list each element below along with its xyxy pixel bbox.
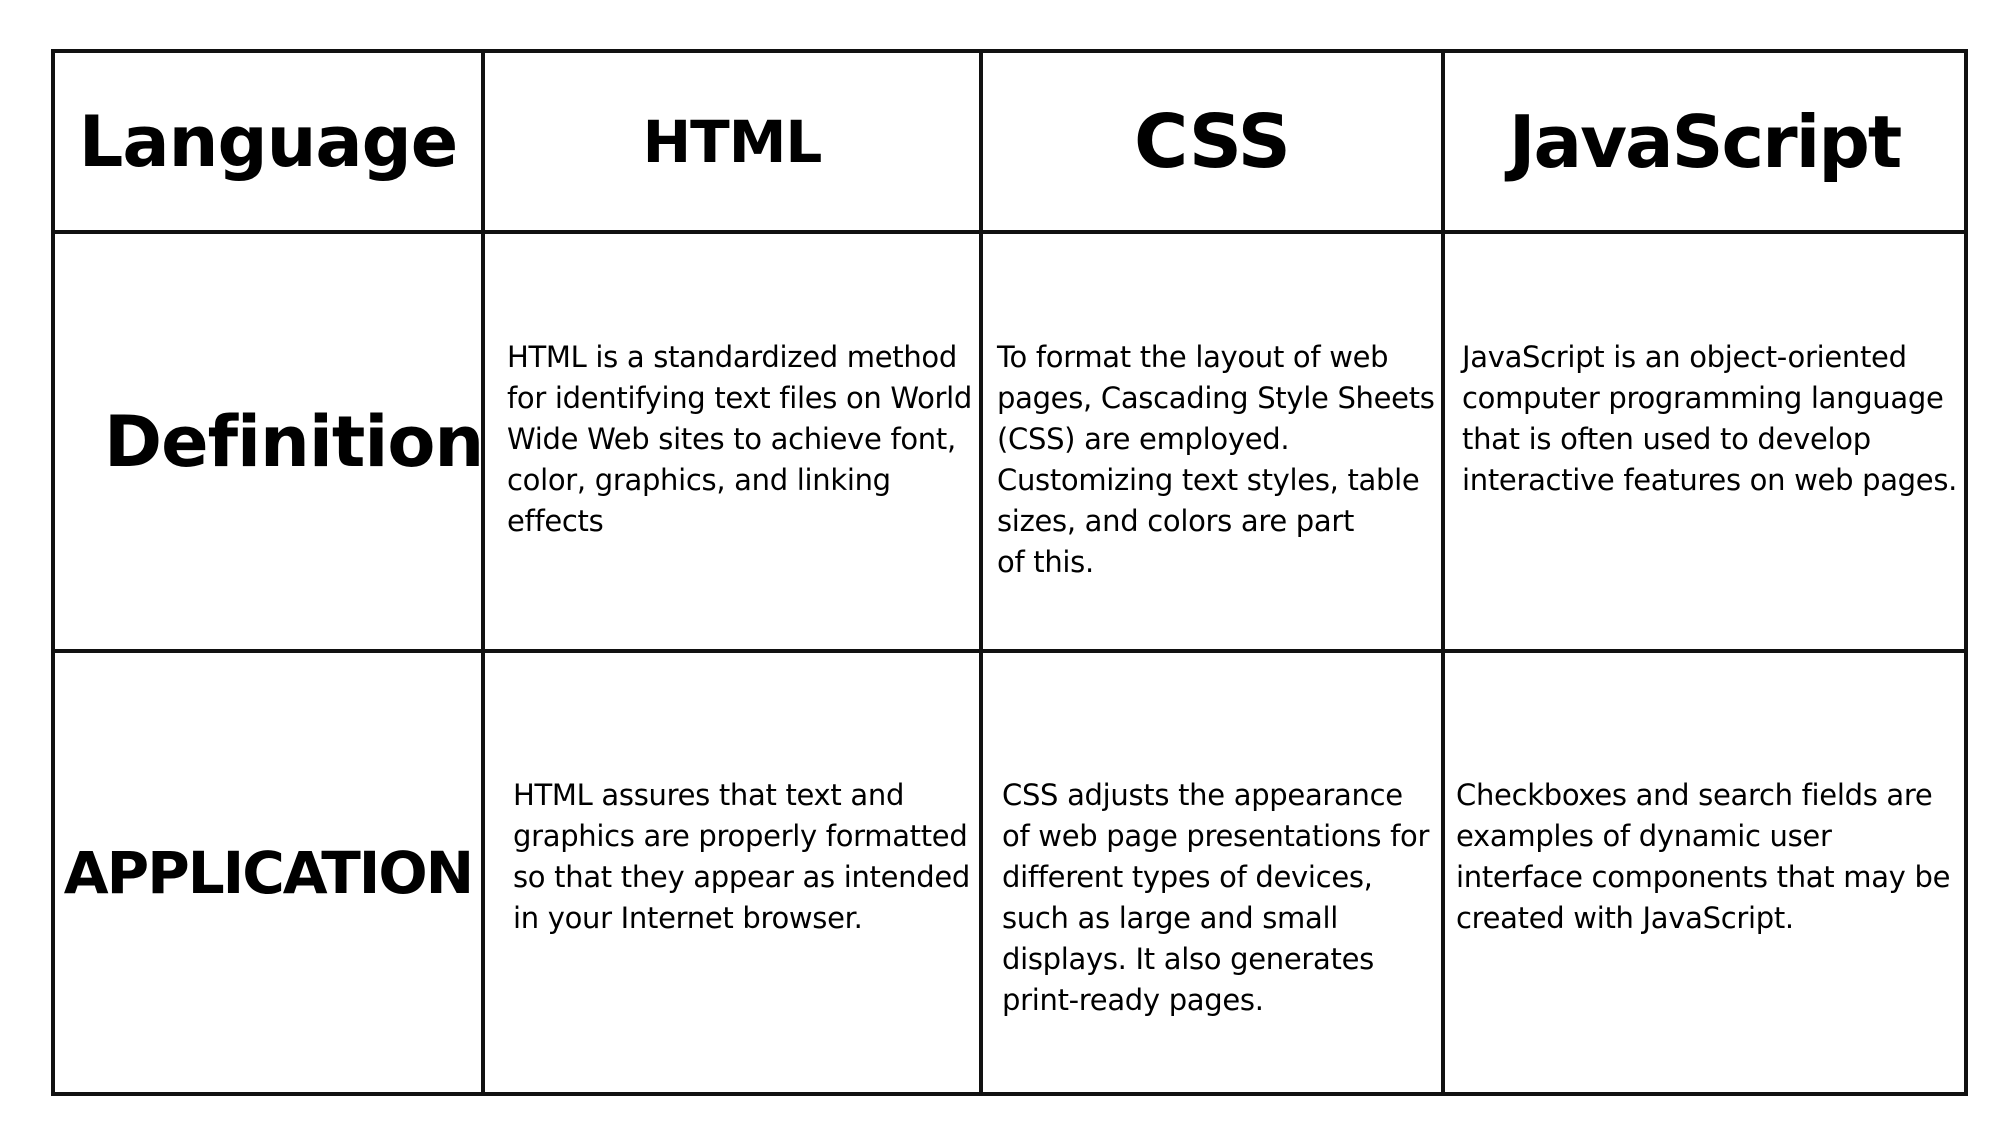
application-css-text: CSS adjusts the appearance of web page presentations for different types of devices, such as large and small displays. It also generates print-ready pages. bbox=[1002, 778, 1430, 1017]
cell-application-javascript bbox=[1443, 651, 1966, 1094]
cell-definition-html bbox=[483, 232, 981, 651]
row-label-definition: Definition bbox=[53, 232, 483, 651]
header-javascript: JavaScript bbox=[1443, 51, 1966, 232]
cell-definition-javascript bbox=[1443, 232, 1966, 651]
table-row-definition bbox=[53, 232, 1966, 651]
table-row-application bbox=[53, 651, 1966, 1094]
header-css: CSS bbox=[981, 51, 1443, 232]
comparison-table-wrapper bbox=[51, 49, 1968, 1096]
language-comparison-table bbox=[51, 49, 1968, 1096]
header-language: Language bbox=[53, 51, 483, 232]
application-html-text: HTML assures that text and graphics are properly formatted so that they appear as intended in your Internet browser. bbox=[513, 778, 970, 935]
cell-application-css bbox=[981, 651, 1443, 1094]
table-header-row bbox=[53, 51, 1966, 232]
header-html: HTML bbox=[483, 51, 981, 232]
cell-definition-css bbox=[981, 232, 1443, 651]
definition-html-text: HTML is a standardized method for identifying text files on World Wide Web sites to achieve font, color, graphics, and linking effects bbox=[507, 340, 973, 538]
row-label-application: APPLICATION bbox=[53, 651, 483, 1094]
application-javascript-text: Checkboxes and search fields are examples of dynamic user interface components that may be created with JavaScript. bbox=[1456, 778, 1951, 935]
definition-javascript-text: JavaScript is an object-oriented computer programming language that is often used to develop interactive features on web pages. bbox=[1462, 340, 1958, 497]
definition-css-text: To format the layout of web pages, Cascading Style Sheets (CSS) are employed. Customizing text styles, table sizes, and colors are part of this. bbox=[997, 340, 1435, 579]
cell-application-html bbox=[483, 651, 981, 1094]
